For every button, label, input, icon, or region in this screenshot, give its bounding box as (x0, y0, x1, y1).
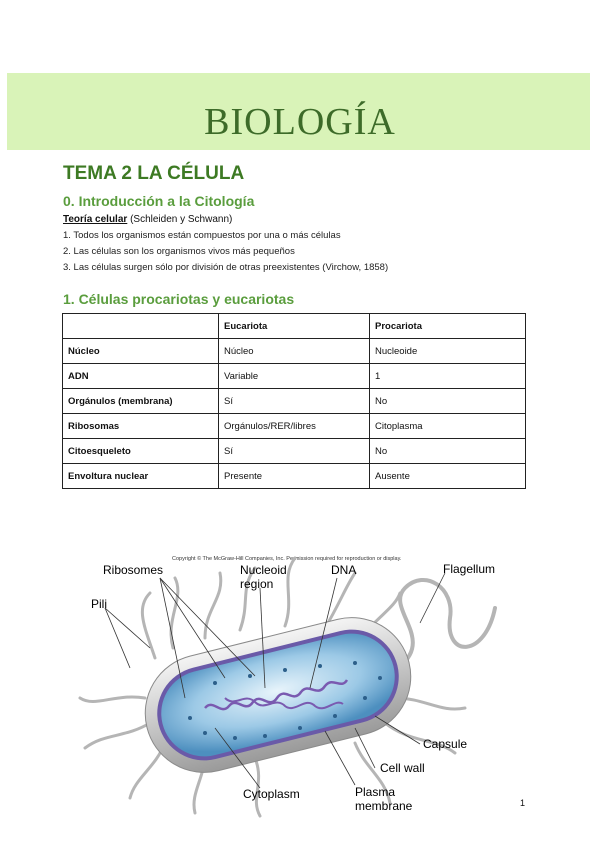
label-ribosomes: Ribosomes (103, 563, 164, 577)
figure-copyright: Copyright © The McGraw-Hill Companies, Inc. Permission required for reproduction or display. (172, 556, 402, 562)
table-row (63, 464, 526, 489)
label-cell-wall: Cell wall (380, 761, 425, 775)
comparison-table (62, 313, 526, 489)
label-plasma: Plasma (355, 785, 396, 799)
table-cell: Citoesqueleto (63, 439, 219, 464)
table-cell: Núcleo (219, 339, 370, 364)
table-cell: Ausente (370, 464, 526, 489)
cell-theory-label: Teoría celular (63, 214, 128, 225)
label-membrane: membrane (355, 799, 413, 813)
table-header-cell: Procariota (370, 314, 526, 339)
table-header-cell: Eucariota (219, 314, 370, 339)
label-flagellum: Flagellum (443, 562, 496, 576)
table-cell: No (370, 439, 526, 464)
table-row (63, 439, 526, 464)
prokaryotic-cell-diagram (55, 548, 525, 818)
flagellum (400, 580, 495, 666)
table-header-cell (63, 314, 219, 339)
theory-point-2: 2. Las células son los organismos vivos más pequeños (63, 246, 295, 257)
table-cell: Orgánulos/RER/libres (219, 414, 370, 439)
label-region: region (240, 577, 274, 591)
table-cell: Envoltura nuclear (63, 464, 219, 489)
table-cell: Variable (219, 364, 370, 389)
section-heading-intro: 0. Introducción a la Citología (63, 193, 255, 209)
cell-theory-subtitle (63, 214, 232, 225)
label-dna: DNA (331, 563, 357, 577)
theory-point-3: 3. Las células surgen sólo por división de otras preexistentes (Virchow, 1858) (63, 262, 389, 273)
label-pili: Pili (91, 597, 108, 611)
table-cell: No (370, 389, 526, 414)
label-nucleoid: Nucleoid (240, 563, 287, 577)
table-cell: Orgánulos (membrana) (63, 389, 219, 414)
chapter-heading: TEMA 2 LA CÉLULA (63, 163, 245, 184)
table-row (63, 364, 526, 389)
label-capsule: Capsule (423, 737, 468, 751)
table-cell: Ribosomas (63, 414, 219, 439)
document-title: BIOLOGÍA (204, 101, 396, 143)
table-cell: Presente (219, 464, 370, 489)
cell-theory-authors: (Schleiden y Schwann) (127, 214, 233, 225)
table-cell: Sí (219, 439, 370, 464)
table-cell: Núcleo (63, 339, 219, 364)
theory-point-1: 1. Todos los organismos están compuestos por una o más células (63, 230, 341, 241)
section-heading-cells: 1. Células procariotas y eucariotas (63, 291, 295, 307)
table-cell: Sí (219, 389, 370, 414)
label-cytoplasm: Cytoplasm (243, 787, 300, 801)
table-cell: Nucleoide (370, 339, 526, 364)
table-row (63, 414, 526, 439)
table-row (63, 389, 526, 414)
table-header-row (63, 314, 526, 339)
table-cell: ADN (63, 364, 219, 389)
page-number: 1 (520, 798, 526, 808)
table-row (63, 339, 526, 364)
table-cell: Citoplasma (370, 414, 526, 439)
table-cell: 1 (370, 364, 526, 389)
